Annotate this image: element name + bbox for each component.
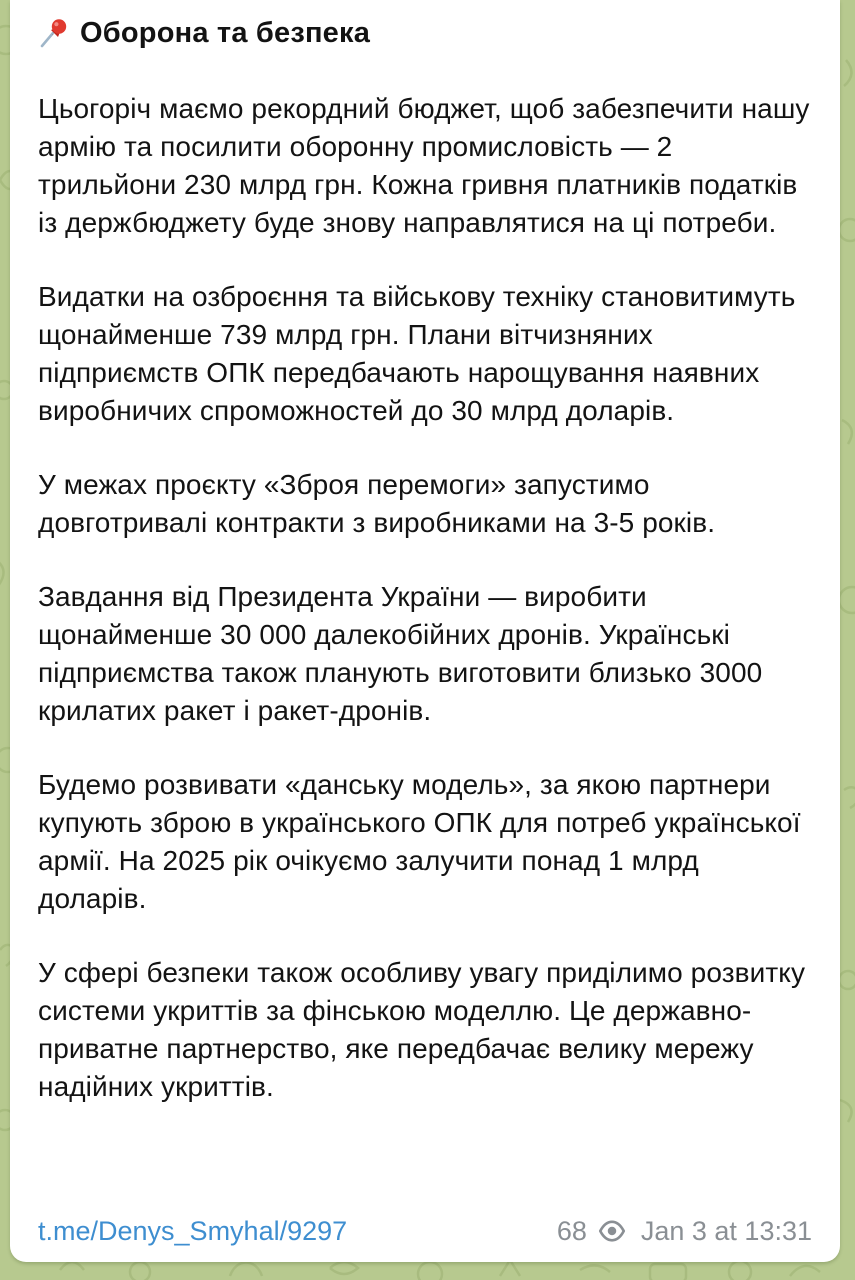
post-body	[38, 54, 812, 1106]
post-permalink[interactable]: t.me/Denys_Smyhal/9297	[38, 1216, 348, 1246]
timestamp: Jan 3 at 13:31	[640, 1216, 812, 1246]
message-bubble	[10, 0, 840, 1262]
post-paragraph: Цьогоріч маємо рекордний бюджет, щоб забезпечити нашу армію та посилити оборонну промисловість — 2 трильйони 230 млрд грн. Кожна гривня платників податків із держбюджету буде знову направлятися на ці потреби.	[38, 93, 810, 238]
post-title: Оборона та безпека	[80, 16, 371, 49]
eye-icon	[597, 1216, 627, 1246]
pushpin-icon	[38, 17, 70, 49]
views-group	[557, 1214, 627, 1248]
views-count: 68	[556, 1216, 587, 1246]
post-header	[38, 12, 812, 54]
post-paragraph: Будемо розвивати «данську модель», за якою партнери купують зброю в українського ОПК для потреб української армії. На 2025 рік очікуємо залучити понад 1 млрд доларів.	[38, 769, 801, 914]
post-footer	[38, 1214, 812, 1248]
post-paragraph: У сфері безпеки також особливу увагу приділимо розвитку системи укриттів за фінською моделлю. Це державно-приватне партнерство, яке передбачає велику мережу надійних укриттів.	[38, 957, 806, 1102]
post-paragraph: У межах проєкту «Зброя перемоги» запустимо довготривалі контракти з виробниками на 3-5 років.	[38, 469, 716, 538]
post-meta	[557, 1214, 812, 1248]
post-paragraph: Завдання від Президента України — виробити щонайменше 30 000 далекобійних дронів. Українські підприємства також планують виготовити близько 3000 крилатих ракет і ракет-дронів.	[38, 581, 763, 726]
post-paragraph: Видатки на озброєння та військову техніку становитимуть щонайменше 739 млрд грн. Плани вітчизняних підприємств ОПК передбачають нарощування наявних виробничих спроможностей до 30 млрд доларів.	[38, 281, 796, 426]
